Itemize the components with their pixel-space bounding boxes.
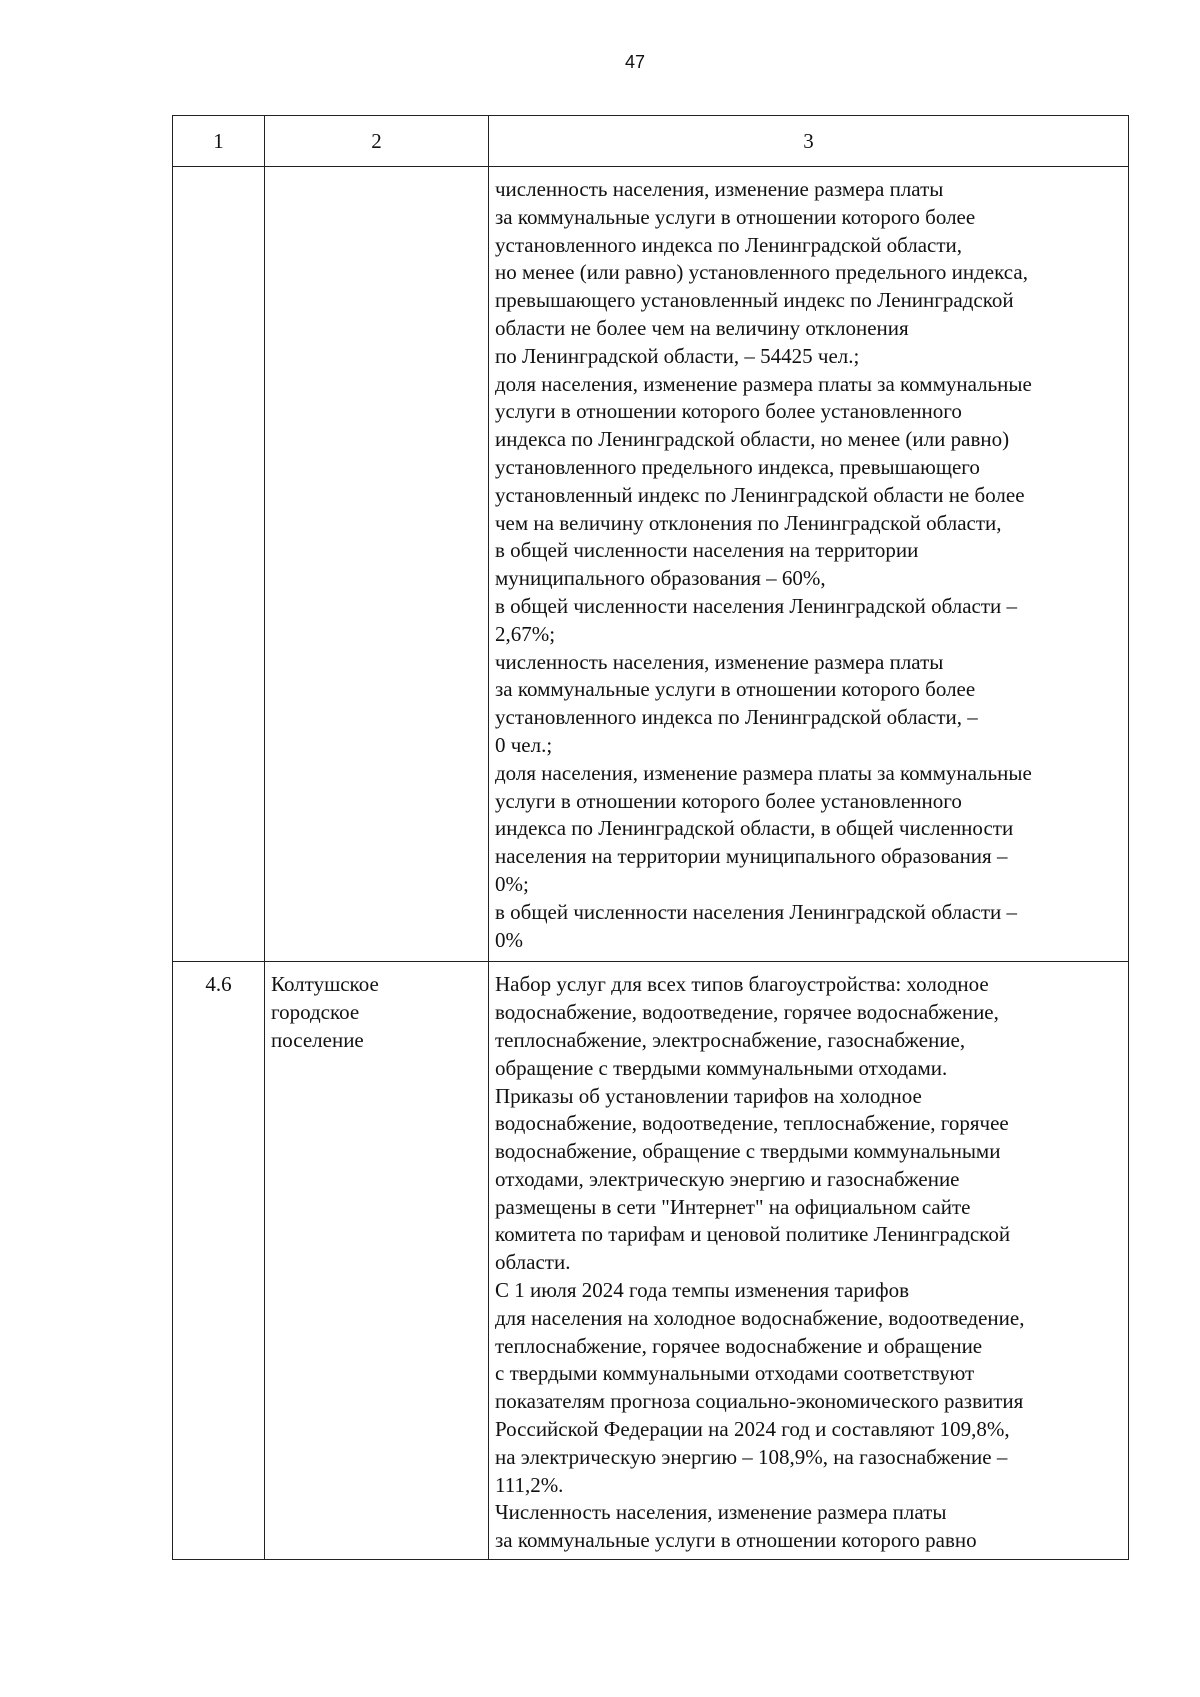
text-line: области не более чем на величину отклонения <box>495 315 909 340</box>
text-line: отходами, электрическую энергию и газоснабжение <box>495 1166 960 1191</box>
text-line: для населения на холодное водоснабжение, водоотведение, <box>495 1305 1025 1330</box>
row-number: 4.6 <box>205 972 232 997</box>
text-line: превышающего установленный индекс по Ленинградской <box>495 288 1014 313</box>
text-line: индекса по Ленинградской области, в общей численности <box>495 816 1014 841</box>
municipality-name <box>265 962 488 1058</box>
text-line: городское <box>271 1000 360 1025</box>
text-line: в общей численности населения Ленинградской области – <box>495 899 1018 924</box>
column-header-3: 3 <box>489 116 1129 167</box>
text-line: чем на величину отклонения по Ленинградской области, <box>495 510 1002 535</box>
text-line: услуги в отношении которого более установленного <box>495 788 962 813</box>
text-line: 2,67%; <box>495 621 556 646</box>
text-line: 111,2%. <box>495 1472 564 1497</box>
text-line: С 1 июля 2024 года темпы изменения тарифов <box>495 1278 909 1303</box>
row-number-cell <box>173 962 265 1560</box>
text-line: в общей численности населения Ленинградской области – <box>495 593 1018 618</box>
description-cell <box>489 962 1129 1560</box>
tariff-table <box>172 115 1129 1560</box>
text-line: по Ленинградской области, – 54425 чел.; <box>495 343 860 368</box>
text-line: теплоснабжение, горячее водоснабжение и обращение <box>495 1333 983 1358</box>
text-line: обращение с твердыми коммунальными отходами. <box>495 1055 948 1080</box>
text-line: доля населения, изменение размера платы за коммунальные <box>495 760 1032 785</box>
text-line: Российской Федерации на 2024 год и составляют 109,8%, <box>495 1417 1010 1442</box>
page-number: 47 <box>624 52 646 72</box>
text-line: муниципального образования – 60%, <box>495 566 826 591</box>
row-number <box>173 167 264 176</box>
text-line: водоснабжение, водоотведение, горячее водоснабжение, <box>495 1000 999 1025</box>
column-header-2: 2 <box>265 116 489 167</box>
text-line: комитета по тарифам и ценовой политике Ленинградской <box>495 1222 1011 1247</box>
text-line: водоснабжение, водоотведение, теплоснабжение, горячее <box>495 1111 1009 1136</box>
municipality-name <box>265 167 488 183</box>
column-header-1: 1 <box>173 116 265 167</box>
text-line: поселение <box>271 1027 364 1052</box>
text-line: 0% <box>495 927 523 952</box>
text-line: установленного индекса по Ленинградской области, <box>495 232 963 257</box>
text-line: но менее (или равно) установленного предельного индекса, <box>495 260 1028 285</box>
text-line: за коммунальные услуги в отношении которого равно <box>495 1528 977 1553</box>
text-line: установленный индекс по Ленинградской области не более <box>495 482 1025 507</box>
text-line: водоснабжение, обращение с твердыми коммунальными <box>495 1139 1001 1164</box>
text-line: области. <box>495 1250 571 1275</box>
text-line: Колтушское <box>271 972 379 997</box>
table-row <box>173 167 1129 962</box>
table-row <box>173 962 1129 1560</box>
description-text <box>489 962 1128 1559</box>
text-line: за коммунальные услуги в отношении которого более <box>495 677 976 702</box>
text-line: установленного предельного индекса, превышающего <box>495 454 980 479</box>
text-line: 0 чел.; <box>495 732 553 757</box>
municipality-cell <box>265 962 489 1560</box>
text-line: индекса по Ленинградской области, но менее (или равно) <box>495 427 1010 452</box>
text-line: Численность населения, изменение размера платы <box>495 1500 947 1525</box>
text-line: Приказы об установлении тарифов на холодное <box>495 1083 922 1108</box>
text-line: установленного индекса по Ленинградской области, – <box>495 705 978 730</box>
text-line: размещены в сети "Интернет" на официальном сайте <box>495 1194 971 1219</box>
description-text <box>489 167 1128 961</box>
description-cell <box>489 167 1129 962</box>
text-line: теплоснабжение, электроснабжение, газоснабжение, <box>495 1027 966 1052</box>
text-line: за коммунальные услуги в отношении которого более <box>495 204 976 229</box>
municipality-cell <box>265 167 489 962</box>
text-line: 0%; <box>495 871 529 896</box>
text-line: доля населения, изменение размера платы за коммунальные <box>495 371 1032 396</box>
text-line: показателям прогноза социально-экономического развития <box>495 1389 1024 1414</box>
text-line: Набор услуг для всех типов благоустройства: холодное <box>495 972 989 997</box>
text-line: численность населения, изменение размера платы <box>495 177 944 201</box>
text-line: с твердыми коммунальными отходами соответствуют <box>495 1361 975 1386</box>
text-line: в общей численности населения на территории <box>495 538 919 563</box>
table-header-row <box>173 116 1129 167</box>
text-line: населения на территории муниципального образования – <box>495 844 1008 869</box>
row-number-cell <box>173 167 265 962</box>
text-line: численность населения, изменение размера платы <box>495 649 944 674</box>
text-line: на электрическую энергию – 108,9%, на газоснабжение – <box>495 1444 1008 1469</box>
text-line: услуги в отношении которого более установленного <box>495 399 962 424</box>
